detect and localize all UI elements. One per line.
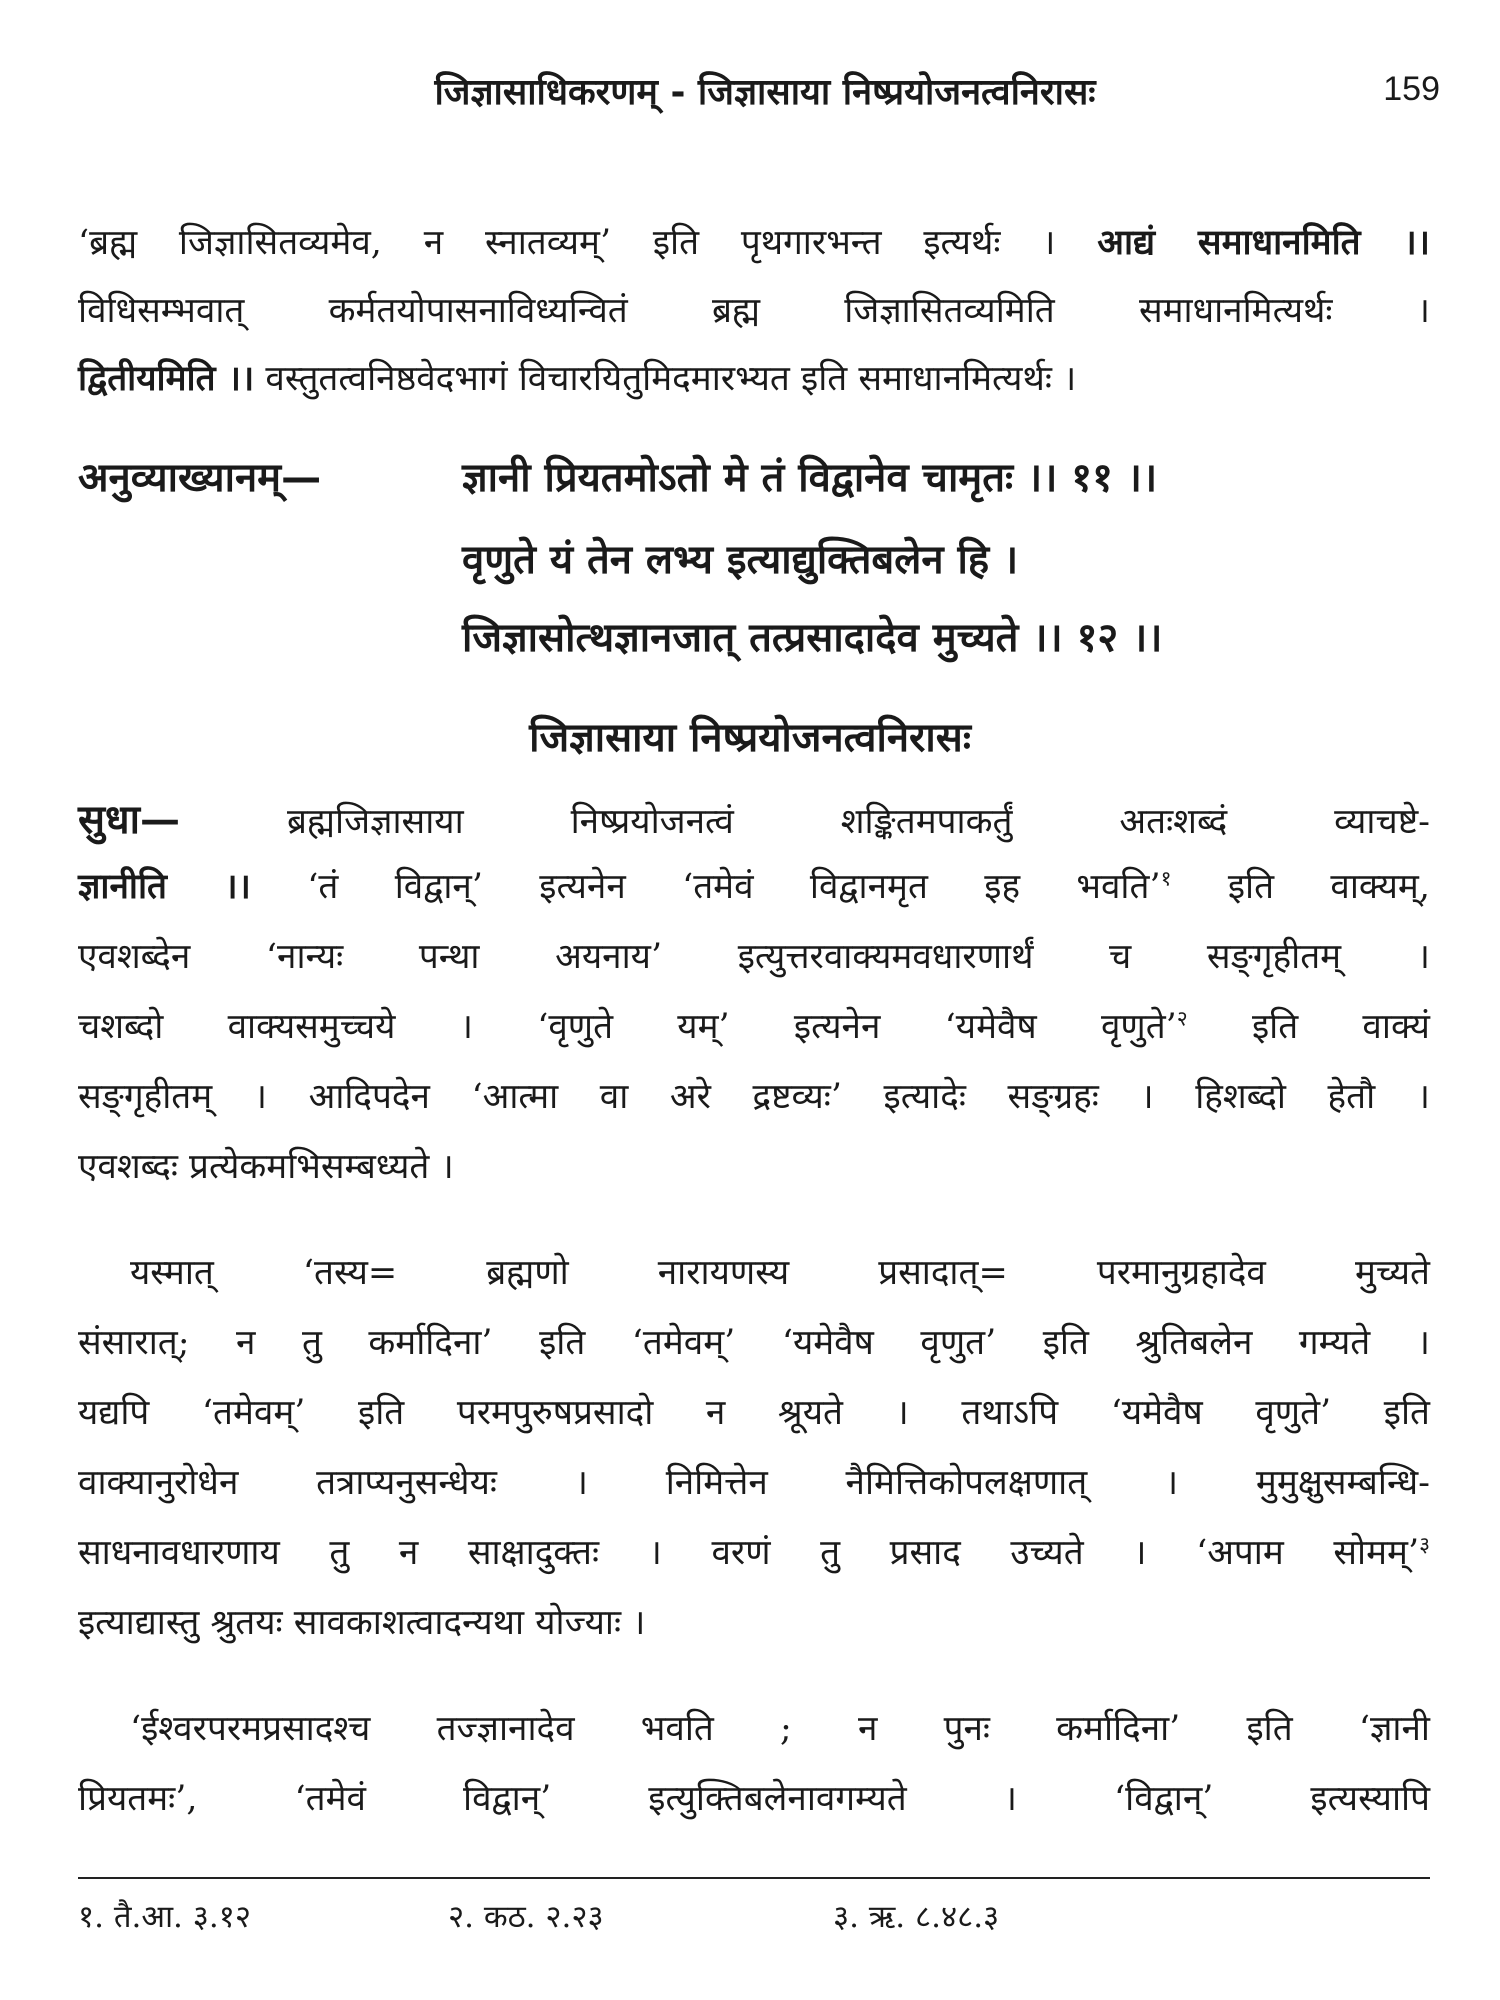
para1-line2: विधिसम्भवात् कर्मतयोपासनाविध्यन्वितं ब्रह्म जिज्ञासितव्यमिति समाधानमित्यर्थः । — [78, 291, 1430, 331]
text-span: इति वाक्यं — [1251, 1007, 1430, 1047]
footnote-ref: १ — [1160, 866, 1172, 891]
sudha-line6: एवशब्दः प्रत्येकमभिसम्बध्यते । — [78, 1147, 454, 1187]
para2-line2: संसारात्; न तु कर्मादिना’ इति ‘तमेवम्’ ‘यमेवैष वृणुत’ इति श्रुतिबलेन गम्यते । — [78, 1323, 1430, 1363]
sudha-label: सुधा— — [78, 796, 180, 843]
sudha-line1 — [78, 790, 1430, 845]
text-span: साधनावधारणाय तु न साक्षादुक्तः । वरणं तु प्रसाद उच्यते । ‘अपाम सोमम्’ — [78, 1533, 1420, 1573]
footnote-rule — [78, 1877, 1430, 1879]
para2-line1: यस्मात् ‘तस्य= ब्रह्मणो नारायणस्य प्रसादात्= परमानुग्रहादेव मुच्यते — [130, 1253, 1430, 1293]
sudha-line4 — [78, 1002, 1430, 1049]
anuvyakhyana-label: अनुव्याख्यानम्— — [78, 455, 322, 501]
bold-term: ज्ञानीति ।। — [78, 866, 251, 907]
para1-line1 — [78, 218, 1430, 265]
footnote: १. तै.आ. ३.१२ — [78, 1899, 251, 1935]
text-span: ब्रह्मजिज्ञासाया निष्प्रयोजनत्वं शङ्कितमपाकर्तुं अतःशब्दं व्याचष्टे- — [286, 802, 1430, 842]
para2-line5 — [78, 1528, 1430, 1575]
footnote: ३. ऋ. ८.४८.३ — [833, 1899, 1000, 1935]
sudha-line5: सङ्गृहीतम् । आदिपदेन ‘आत्मा वा अरे द्रष्टव्यः’ इत्यादेः सङ्ग्रहः । हिशब्दो हेतौ । — [78, 1077, 1430, 1117]
para3-line2: प्रियतमः’, ‘तमेवं विद्वान्’ इत्युक्तिबलेनावगम्यते । ‘विद्वान्’ इत्यस्यापि — [78, 1779, 1430, 1819]
footnote: २. कठ. २.२३ — [448, 1899, 604, 1935]
para2-line4: वाक्यानुरोधेन तत्राप्यनुसन्धेयः । निमित्तेन नैमित्तिकोपलक्षणात् । मुमुक्षुसम्बन्धि- — [78, 1463, 1430, 1503]
running-head-title: जिज्ञासाधिकरणम् - जिज्ञासाया निष्प्रयोजनत्वनिरासः — [434, 72, 1096, 113]
page-number: 159 — [1383, 70, 1440, 108]
text-span: इति वाक्यम्, — [1227, 867, 1430, 907]
text-span: चशब्दो वाक्यसमुच्चये । ‘वृणुते यम्’ इत्यनेन ‘यमेवैष वृणुते’ — [78, 1007, 1177, 1047]
para2-line3: यद्यपि ‘तमेवम्’ इति परमपुरुषप्रसादो न श्रूयते । तथाऽपि ‘यमेवैष वृणुते’ इति — [78, 1393, 1430, 1433]
section-heading: जिज्ञासाया निष्प्रयोजनत्वनिरासः — [529, 715, 971, 761]
text-span: ‘तं विद्वान्’ इत्यनेन ‘तमेवं विद्वानमृत इह भवति’ — [307, 867, 1161, 907]
sudha-line3: एवशब्देन ‘नान्यः पन्था अयनाय’ इत्युत्तरवाक्यमवधारणार्थं च सङ्गृहीतम् । — [78, 937, 1430, 977]
footnote-ref: २ — [1176, 1006, 1188, 1031]
verse-line: जिज्ञासोत्थज्ञानजात् तत्प्रसादादेव मुच्यते ।। १२ ।। — [462, 615, 1163, 661]
sudha-line2 — [78, 862, 1430, 909]
bold-term: द्वितीयमिति ।। — [78, 358, 255, 399]
bold-term: आद्यं समाधानमिति ।। — [1097, 222, 1430, 263]
verse-line: ज्ञानी प्रियतमोऽतो मे तं विद्वानेव चामृतः ।। ११ ।। — [462, 455, 1158, 501]
text-span: ‘ब्रह्म जिज्ञासितव्यमेव, न स्नातव्यम्’ इति पृथगारभन्त इत्यर्थः । — [78, 223, 1056, 263]
para2-line6: इत्याद्यास्तु श्रुतयः सावकाशत्वादन्यथा योज्याः । — [78, 1603, 646, 1643]
para1-line3 — [78, 354, 1430, 401]
footnote-ref: ३ — [1419, 1532, 1430, 1557]
running-head — [90, 62, 1440, 122]
text-span: वस्तुतत्वनिष्ठवेदभागं विचारयितुमिदमारभ्यत इति समाधानमित्यर्थः । — [265, 359, 1077, 399]
para3-line1: ‘ईश्वरपरमप्रसादश्च तज्ज्ञानादेव भवति ; न पुनः कर्मादिना’ इति ‘ज्ञानी — [130, 1709, 1430, 1749]
verse-line: वृणुते यं तेन लभ्य इत्याद्युक्तिबलेन हि । — [462, 537, 1019, 583]
